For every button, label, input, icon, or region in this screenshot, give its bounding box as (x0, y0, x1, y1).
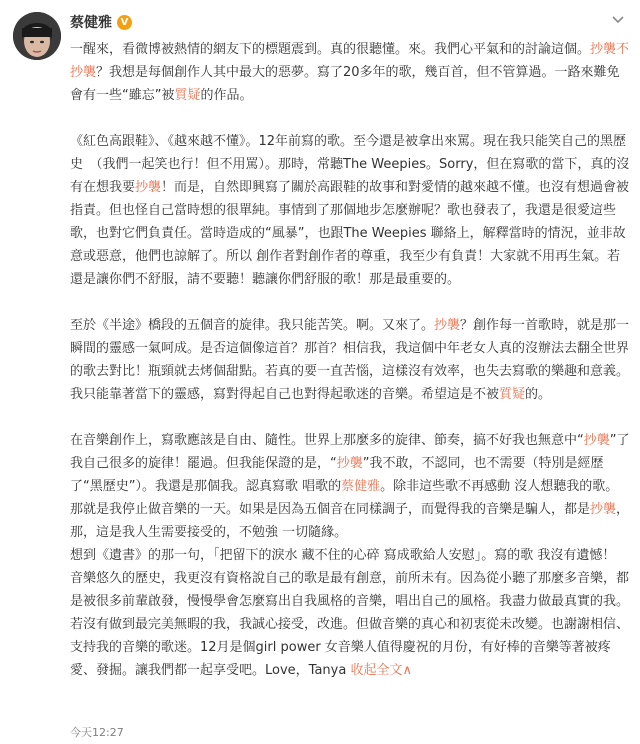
paragraph-text: 《紅色高跟鞋》、《越來越不懂》。12年前寫的歌。至今還是被拿出來罵。現在我只能笑自己的黑歷史 （我們一起笑也行！但不用罵）。那時，常聽The Weepies。Sorry，但在寫歌的當下，真的沒有在想我要 (70, 134, 630, 195)
collapse-text-link[interactable]: 收起全文 (350, 663, 403, 678)
post-paragraph (70, 567, 630, 682)
verified-badge-icon: V (117, 15, 132, 30)
paragraph-text: 的。 (525, 387, 552, 402)
paragraph-text: 一醒來，看微博被熱情的網友下的標題震到。真的很聽懂。來。我們心平氣和的討論這個。 (70, 42, 591, 57)
paragraph-text: ”我不敢，不認同，也不需要（特別是經歷了“黑歷史”）。我還是那個我。認真寫歌 唱歌的 (70, 456, 604, 494)
paragraph-text: 雖忘 (128, 88, 155, 103)
paragraph-text: ”了我自己很多的旋律！罷過。但我能保證的是，“ (70, 433, 630, 471)
highlighted-keyword: 抄襲 (434, 318, 461, 333)
paragraph-text: 音樂悠久的歷史，我更沒有資格說自己的歌是最有創意，前所未有。因為從小聽了那麼多音樂，都是被很多前輩啟發，慢慢學會怎麼寫出自我風格的音樂，唱出自己的風格。我盡力做最真實的我。若沒有做到最完美無暇的我，我誠心接受，改進。但做音樂的真心和初衷從未改變。也謝謝相信、支持我的音樂的歌迷。12月是個girl power 女音樂人值得慶祝的月份，有好棒的音樂等著被疼愛、發掘。讓我們都一起享受吧。Love，Tanya (70, 571, 630, 678)
paragraph-spacer (70, 291, 630, 314)
chevron-down-icon[interactable] (610, 12, 626, 28)
paragraph-text: ，那，這是我人生需要接受的，不勉強 一切隨緣。 (70, 502, 630, 540)
highlighted-keyword: 質疑 (174, 88, 201, 103)
collapse-text-link[interactable]: ∧ (402, 663, 412, 678)
post-paragraph (70, 314, 630, 406)
post-paragraph (70, 544, 630, 567)
post-content (70, 38, 630, 682)
paragraph-spacer (70, 406, 630, 429)
post-paragraph (70, 429, 630, 544)
paragraph-spacer (70, 107, 630, 130)
paragraph-text: 至於《半途》橋段的五個音的旋律。我只能苦笑。啊。又來了。 (70, 318, 435, 333)
highlighted-keyword: 抄襲 (583, 433, 610, 448)
highlighted-keyword: 抄襲 (135, 180, 162, 195)
paragraph-text: ？我想是每個創作人其中最大的惡夢。寫了20多年的歌，幾百首，但不管算過。一路來難免會有一些“ (70, 65, 620, 103)
paragraph-text: ？創作每一首歌時，就是那一瞬間的靈感一氣呵成。是否這個像這首？那首？相信我，我這個中年老女人真的沒辦法去翻全世界的歌去對比！瓶頸就去烤個甜點。若真的要一直苦惱，這樣沒有效率，也失去寫歌的樂趣和意義。我只能靠著當下的靈感，寫對得起自己也對得起歌迷的音樂。希望這是不被 (70, 318, 630, 402)
paragraph-text: ”被 (154, 88, 175, 103)
post-paragraph (70, 130, 630, 291)
paragraph-text: 。除非這些歌不再感動 沒人想聽我的歌。那就是我停止做音樂的一天。如果是因為五個音在同樣調子，而覺得我的音樂是騙人，都是 (70, 479, 619, 517)
post-paragraph (70, 38, 630, 107)
paragraph-text: 的作品。 (200, 88, 253, 103)
post-header (70, 11, 132, 33)
paragraph-text: 在音樂創作上，寫歌應該是自由、隨性。世界上那麼多的旋律、節奏，搞不好我也無意中“ (70, 433, 584, 448)
highlighted-keyword: 質疑 (499, 387, 526, 402)
username[interactable]: 蔡健雅 (70, 15, 112, 31)
highlighted-keyword: 抄襲 (590, 502, 617, 517)
highlighted-keyword: 蔡健雅 (341, 479, 381, 494)
avatar[interactable] (13, 12, 61, 60)
post-timestamp[interactable]: 今天12:27 (70, 726, 124, 739)
highlighted-keyword: 抄襲不抄襲 (70, 42, 630, 80)
paragraph-text: 想到《遺書》的那一句，「把留下的淚水 藏不住的心碎 寫成歌給人安慰」。寫的歌 我沒有遺憾！ (70, 548, 616, 563)
highlighted-keyword: 抄襲 (336, 456, 363, 471)
avatar-portrait-icon (13, 12, 61, 60)
paragraph-text: ！而是，自然即興寫了關於高跟鞋的故事和對愛情的越來越不懂。也沒有想過會被指責。但也怪自己當時想的很單純。事情到了那個地步怎麼辦呢？歌也發表了，我還是很愛這些歌，也對它們負責任。當時造成的“風暴”，也跟The Weepies 聯絡上，解釋當時的情況，並非故意或惡意，他們也諒解了。所以 創作者對創作者的尊重，我至少有負責！大家就不用再生氣。若還是讓你們不舒服，請不要聽！聽讓你們舒服的歌！那是最重要的。 (70, 180, 630, 287)
